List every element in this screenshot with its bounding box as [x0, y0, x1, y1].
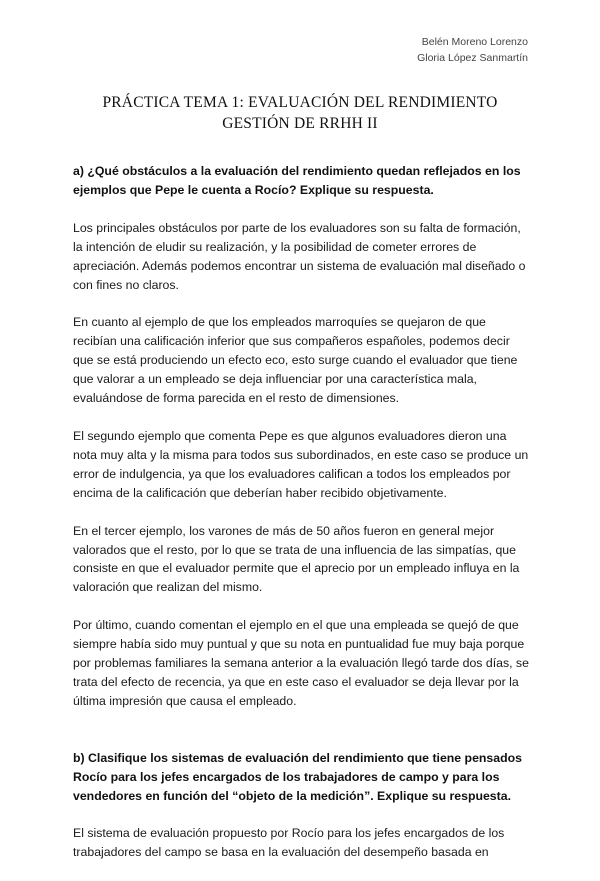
title-line: GESTIÓN DE RRHH II	[222, 115, 378, 132]
answer-paragraph: Los principales obstáculos por parte de los evaluadores son su falta de formación, la intención de eludir su realización, y la posibilidad de cometer errores de apreciación. Además podemos encontrar un sistema de evaluación mal diseñado o con fines no claros.	[73, 220, 526, 292]
answer-paragraph: En cuanto al ejemplo de que los empleados marroquíes se quejaron de que recibían una calificación inferior que sus compañeros españoles, podemos decir que se está produciendo un efecto eco, esto surge cuando el evaluador que tiene que valorar a un empleado se deja influenciar por una característica mala, evaluándose de forma parecida en el resto de dimensiones.	[73, 315, 518, 406]
answer-paragraph: En el tercer ejemplo, los varones de más de 50 años fueron en general mejor valorados que el resto, por lo que se trata de una influencia de las simpatías, que consiste en que el evaluador permite que el aprecio por un empleado influya en la valoración que realizan del mismo.	[73, 523, 520, 595]
answer-paragraph: Por último, cuando comentan el ejemplo en el que una empleada se quejó de que siempre había sido muy puntual y que su nota en puntualidad fue muy baja porque por problemas familiares la semana anterior a la evaluación llegó tarde dos días, se trata del efecto de recencia, ya que en este caso el evaluador se deja llevar por la última impresión que causa el empleado.	[73, 618, 529, 708]
title-line: PRÁCTICA TEMA 1: EVALUACIÓN DEL RENDIMIENTO	[102, 94, 498, 111]
answer-paragraph: El sistema de evaluación propuesto por Rocío para los jefes encargados de los trabajadores del campo se basa en la evaluación del desempeño basada en	[73, 826, 505, 860]
author-names	[417, 34, 528, 66]
author-name: Belén Moreno Lorenzo	[421, 36, 528, 48]
document-body	[73, 162, 531, 881]
answer-paragraph: El segundo ejemplo que comenta Pepe es que algunos evaluadores dieron una nota muy alta y la misma para todos sus subordinados, en este caso se produce un error de indulgencia, ya que los evaluadores califican a todos los empleados por encima de la calificación que deberían haber recibido objetivamente.	[73, 428, 529, 500]
question-a: a) ¿Qué obstáculos a la evaluación del rendimiento quedan reflejados en los ejemplos que Pepe le cuenta a Rocío? Explique su respuesta.	[73, 164, 521, 197]
document-title	[0, 92, 600, 134]
question-b: b) Clasifique los sistemas de evaluación del rendimiento que tiene pensados Rocío para los jefes encargados de los trabajadores de campo y para los vendedores en función del “objeto de la medición”. Explique su respuesta.	[73, 750, 522, 803]
author-name: Gloria López Sanmartín	[417, 52, 528, 64]
